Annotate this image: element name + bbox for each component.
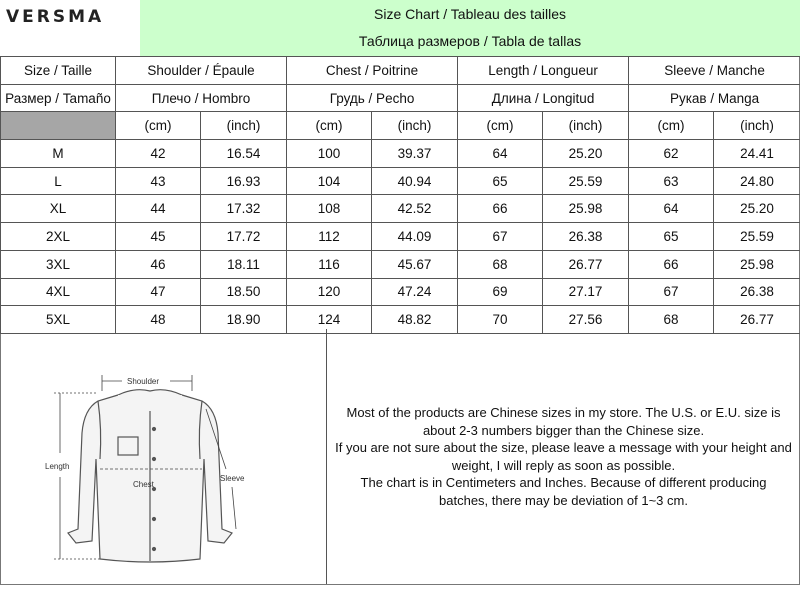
note-line: weight, I will reply as soon as possible.	[452, 457, 675, 475]
measurement-cell: 69	[458, 278, 543, 306]
unit-inch: (inch)	[372, 112, 458, 140]
table-row	[1, 223, 800, 251]
shoulder-label: Shoulder	[127, 377, 159, 386]
unit-corner	[1, 112, 116, 140]
measurement-cell: 42	[116, 140, 201, 168]
table-row	[1, 195, 800, 223]
measurement-cell: 104	[287, 167, 372, 195]
unit-row	[1, 112, 800, 140]
chest-header-alt: Грудь / Pecho	[287, 84, 458, 112]
size-cell: 5XL	[1, 306, 116, 334]
measurement-cell: 18.90	[201, 306, 287, 334]
measurement-cell: 64	[458, 140, 543, 168]
measurement-cell: 27.56	[543, 306, 629, 334]
measurement-cell: 65	[458, 167, 543, 195]
table-row	[1, 140, 800, 168]
measurement-cell: 25.20	[543, 140, 629, 168]
measurement-cell: 24.80	[714, 167, 800, 195]
measurement-cell: 25.20	[714, 195, 800, 223]
length-header: Length / Longueur	[458, 57, 629, 85]
measurement-cell: 45.67	[372, 250, 458, 278]
measurement-cell: 26.38	[543, 223, 629, 251]
measurement-cell: 16.93	[201, 167, 287, 195]
chart-title-line-2: Таблица размеров / Tabla de tallas	[140, 33, 800, 49]
measurement-cell: 47	[116, 278, 201, 306]
measurement-cell: 26.77	[714, 306, 800, 334]
table-row	[1, 167, 800, 195]
size-header: Size / Taille	[1, 57, 116, 85]
unit-cm: (cm)	[629, 112, 714, 140]
unit-cm: (cm)	[116, 112, 201, 140]
measurement-cell: 70	[458, 306, 543, 334]
measurement-cell: 62	[629, 140, 714, 168]
measurement-cell: 16.54	[201, 140, 287, 168]
table-row	[1, 278, 800, 306]
measurement-cell: 116	[287, 250, 372, 278]
measurement-cell: 25.59	[714, 223, 800, 251]
measurement-cell: 65	[629, 223, 714, 251]
header-row-2	[1, 84, 800, 112]
measurement-cell: 68	[629, 306, 714, 334]
chest-label: Chest	[133, 480, 155, 489]
unit-inch: (inch)	[543, 112, 629, 140]
shirt-diagram	[0, 329, 326, 584]
note-line: The chart is in Centimeters and Inches. Because of different producing	[361, 474, 767, 492]
measurement-cell: 48.82	[372, 306, 458, 334]
unit-inch: (inch)	[201, 112, 287, 140]
chart-header	[140, 0, 800, 57]
measurement-cell: 67	[629, 278, 714, 306]
measurement-cell: 63	[629, 167, 714, 195]
measurement-cell: 100	[287, 140, 372, 168]
measurement-cell: 26.77	[543, 250, 629, 278]
size-cell: 3XL	[1, 250, 116, 278]
measurement-cell: 18.11	[201, 250, 287, 278]
size-cell: XL	[1, 195, 116, 223]
measurement-cell: 40.94	[372, 167, 458, 195]
unit-cm: (cm)	[287, 112, 372, 140]
size-cell: 2XL	[1, 223, 116, 251]
chest-header: Chest / Poitrine	[287, 57, 458, 85]
measurement-cell: 44	[116, 195, 201, 223]
size-cell: 4XL	[1, 278, 116, 306]
measurement-cell: 17.32	[201, 195, 287, 223]
measurement-diagram-panel	[0, 329, 327, 584]
chart-title-line-1: Size Chart / Tableau des tailles	[140, 6, 800, 22]
measurement-cell: 24.41	[714, 140, 800, 168]
note-line: Most of the products are Chinese sizes in my store. The U.S. or E.U. size is	[347, 404, 781, 422]
measurement-cell: 17.72	[201, 223, 287, 251]
measurement-cell: 25.98	[714, 250, 800, 278]
shoulder-header: Shoulder / Épaule	[116, 57, 287, 85]
note-line: If you are not sure about the size, please leave a message with your height and	[335, 439, 792, 457]
measurement-cell: 25.98	[543, 195, 629, 223]
shirt-outline-icon	[68, 390, 232, 562]
measurement-cell: 66	[458, 195, 543, 223]
size-cell: M	[1, 140, 116, 168]
sleeve-label: Sleeve	[220, 474, 245, 483]
measurement-cell: 27.17	[543, 278, 629, 306]
measurement-cell: 47.24	[372, 278, 458, 306]
measurement-cell: 18.50	[201, 278, 287, 306]
measurement-cell: 124	[287, 306, 372, 334]
measurement-cell: 42.52	[372, 195, 458, 223]
sizing-notes	[327, 329, 800, 584]
measurement-cell: 64	[629, 195, 714, 223]
note-line: batches, there may be deviation of 1~3 cm.	[439, 492, 688, 510]
measurement-cell: 112	[287, 223, 372, 251]
header-row-1	[1, 57, 800, 85]
size-header-alt: Размер / Tamaño	[1, 84, 116, 112]
unit-cm: (cm)	[458, 112, 543, 140]
measurement-cell: 26.38	[714, 278, 800, 306]
measurement-cell: 67	[458, 223, 543, 251]
unit-inch: (inch)	[714, 112, 800, 140]
length-header-alt: Длина / Longitud	[458, 84, 629, 112]
measurement-cell: 39.37	[372, 140, 458, 168]
shoulder-header-alt: Плечо / Hombro	[116, 84, 287, 112]
brand-logo: VERSMA	[0, 0, 140, 56]
size-cell: L	[1, 167, 116, 195]
measurement-cell: 25.59	[543, 167, 629, 195]
measurement-cell: 45	[116, 223, 201, 251]
note-line: about 2-3 numbers bigger than the Chinese size.	[423, 422, 704, 440]
measurement-cell: 46	[116, 250, 201, 278]
measurement-cell: 66	[629, 250, 714, 278]
measurement-cell: 120	[287, 278, 372, 306]
measurement-cell: 108	[287, 195, 372, 223]
size-table	[0, 56, 800, 334]
measurement-cell: 43	[116, 167, 201, 195]
measurement-cell: 44.09	[372, 223, 458, 251]
sleeve-header-alt: Рукав / Manga	[629, 84, 800, 112]
length-label: Length	[45, 462, 69, 471]
table-row	[1, 250, 800, 278]
sleeve-header: Sleeve / Manche	[629, 57, 800, 85]
measurement-cell: 48	[116, 306, 201, 334]
measurement-cell: 68	[458, 250, 543, 278]
